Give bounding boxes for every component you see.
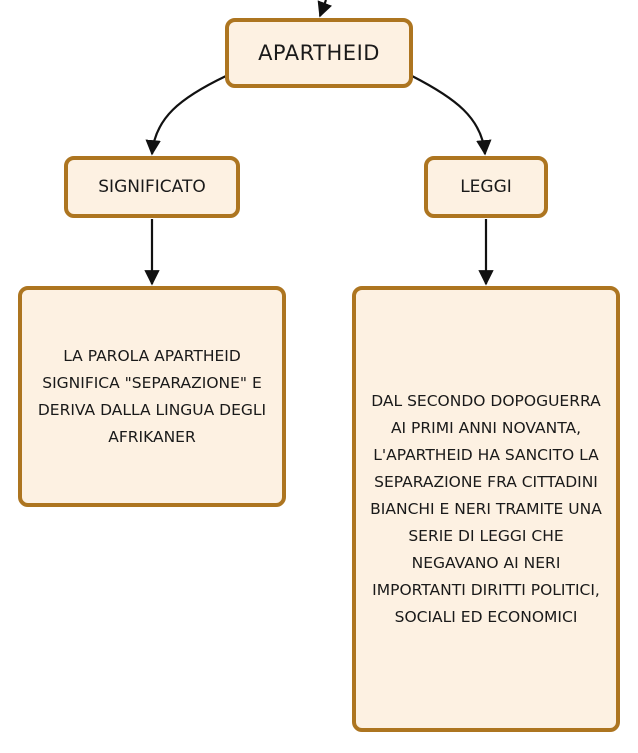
root-node-label: APARTHEID: [258, 41, 380, 65]
root-node-apartheid[interactable]: [225, 18, 413, 88]
significato-description-text: LA PAROLA APARTHEID SIGNIFICA "SEPARAZIONE" E DERIVA DALLA LINGUA DEGLI AFRIKANER: [37, 346, 267, 446]
node-leggi-label: LEGGI: [460, 177, 512, 197]
edge-incoming-root: [320, 0, 326, 16]
node-significato-description[interactable]: [18, 286, 286, 507]
node-leggi-description[interactable]: [352, 286, 620, 732]
node-significato[interactable]: [64, 156, 240, 218]
node-significato-label: SIGNIFICATO: [98, 177, 206, 197]
node-leggi[interactable]: [424, 156, 548, 218]
leggi-description-text: DAL SECONDO DOPOGUERRA AI PRIMI ANNI NOVANTA, L'APARTHEID HA SANCITO LA SEPARAZIONE FRA CITTADINI BIANCHI E NERI TRAMITE UNA SERIE DI LEGGI CHE NEGAVANO AI NERI IMPORTANTI DIRITTI POLITICI, SOCIALI ED ECONOMICI: [370, 391, 602, 626]
edge-root-to-significato: [152, 76, 226, 154]
edge-root-to-leggi: [412, 76, 485, 154]
